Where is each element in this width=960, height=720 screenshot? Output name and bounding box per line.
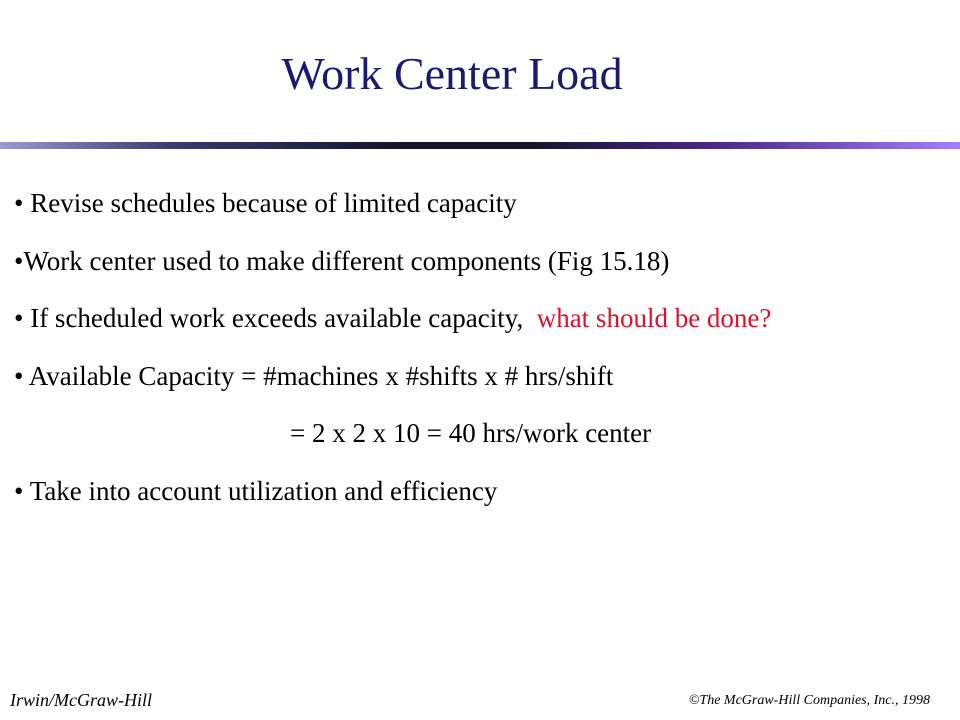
title-divider xyxy=(0,142,960,149)
footer-publisher: Irwin/McGraw-Hill xyxy=(10,690,152,710)
bullet-utilization-efficiency: • Take into account utilization and efficiency xyxy=(14,476,498,506)
bullet-available-capacity: • Available Capacity = #machines x #shifts x # hrs/shift xyxy=(14,361,614,391)
bullet-exceeds-capacity xyxy=(14,301,771,335)
bullet-question-highlight: what should be done? xyxy=(536,303,772,333)
footer-copyright: ©The McGraw-Hill Companies, Inc., 1998 xyxy=(688,693,930,708)
slide-title: Work Center Load xyxy=(281,48,623,99)
bullet-revise-schedules: • Revise schedules because of limited capacity xyxy=(14,188,517,218)
bullet-work-center-components: •Work center used to make different components (Fig 15.18) xyxy=(14,246,670,276)
bullet-exceeds-capacity-text: • If scheduled work exceeds available capacity, xyxy=(14,303,524,333)
capacity-calculation: = 2 x 2 x 10 = 40 hrs/work center xyxy=(290,418,652,448)
